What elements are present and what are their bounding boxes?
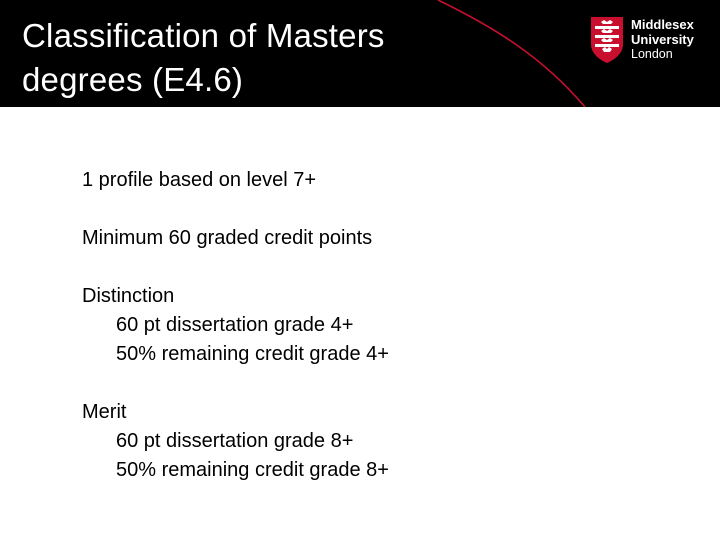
bullet-merit: [82, 398, 682, 485]
merit-heading: Merit: [82, 401, 127, 423]
logo-line-3: London: [631, 47, 673, 61]
logo-line-2: University: [631, 32, 694, 47]
slide-body: [82, 166, 682, 485]
bullet-distinction: [82, 282, 682, 369]
distinction-remaining-credit: 50% remaining credit grade 4+: [116, 343, 389, 365]
title-bar: [0, 0, 720, 107]
slide-title: Classification of Masters degrees (E4.6): [22, 17, 385, 98]
bullet-profile: [82, 166, 682, 195]
shield-icon: [590, 16, 624, 64]
distinction-heading: Distinction: [82, 285, 175, 307]
university-logo: [590, 16, 710, 72]
minimum-credits-text: Minimum 60 graded credit points: [82, 227, 373, 249]
bullet-minimum-credits: [82, 224, 682, 253]
distinction-dissertation: 60 pt dissertation grade 4+: [116, 314, 354, 336]
logo-wordmark: [631, 17, 694, 62]
merit-dissertation: 60 pt dissertation grade 8+: [116, 430, 354, 452]
merit-remaining-credit: 50% remaining credit grade 8+: [116, 459, 389, 481]
logo-line-1: Middlesex: [631, 17, 694, 32]
profile-text: 1 profile based on level 7+: [82, 169, 317, 191]
